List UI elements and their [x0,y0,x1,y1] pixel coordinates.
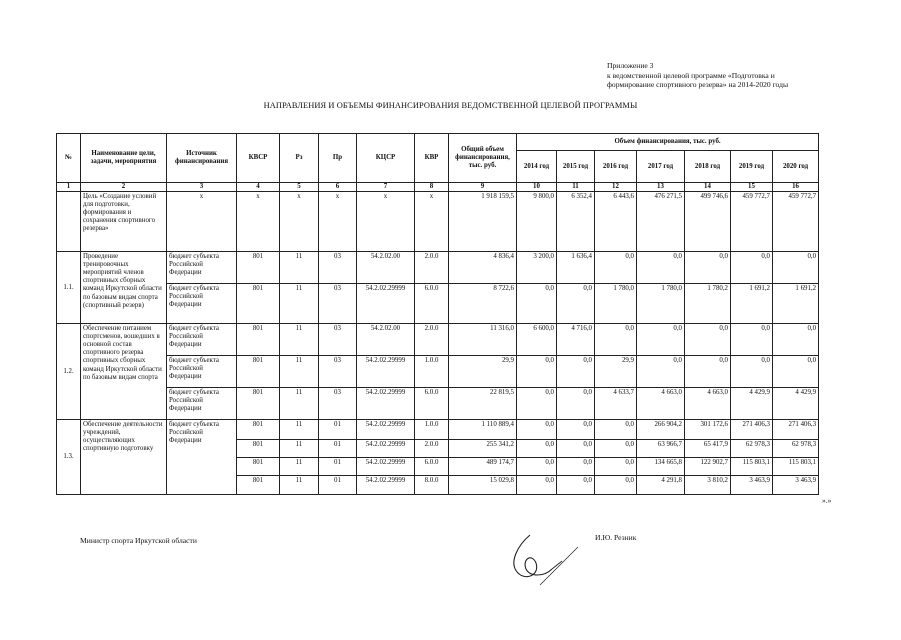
table-cell: 134 665,8 [637,458,685,476]
column-number: 8 [415,183,449,192]
table-cell: 8 722,6 [449,284,517,324]
table-cell: 54.2.02.29999 [357,356,415,388]
appendix-line: формирование спортивного резерва» на 2014-2020 годы [607,80,789,90]
table-cell: 0,0 [773,324,819,356]
table-cell: 0,0 [595,420,637,440]
table-cell: 9 800,0 [517,192,557,252]
table-cell: 1 780,2 [685,284,731,324]
column-number: 13 [637,183,685,192]
table-cell: 1 780,0 [637,284,685,324]
table-cell: 499 746,6 [685,192,731,252]
table-cell: 54.2.02.29999 [357,476,415,495]
table-cell: 01 [319,440,357,458]
column-number: 1 [57,183,81,192]
document-title: НАПРАВЛЕНИЯ И ОБЪЕМЫ ФИНАНСИРОВАНИЯ ВЕДОМСТВЕННОЙ ЦЕЛЕВОЙ ПРОГРАММЫ [263,101,638,110]
table-cell: 0,0 [557,458,595,476]
signer-name: И.Ю. Резник [595,533,637,542]
table-row [57,252,819,284]
table-cell: 801 [237,440,280,458]
table-cell: 03 [319,324,357,356]
column-number: 10 [517,183,557,192]
row-number: 1.1. [57,252,81,324]
table-cell: 4 716,0 [557,324,595,356]
table-cell: 4 429,9 [773,388,819,420]
signature-image [500,515,610,595]
table-cell: 03 [319,252,357,284]
column-number: 2 [81,183,167,192]
appendix-line: к ведомственной целевой программе «Подготовка и [607,70,775,80]
table-cell: 54.2.02.29999 [357,458,415,476]
table-cell: 3 463,9 [773,476,819,495]
table-cell: 03 [319,388,357,420]
table-cell: 2.0.0 [415,324,449,356]
table-cell: 301 172,6 [685,420,731,440]
activity-name: Обеспечение деятельности учреждений, осуществляющих спортивную подготовку [81,420,167,495]
goal-name: Цель «Создание условий для подготовки, формирования и сохранения спортивного резерва» [81,192,167,252]
table-cell: 03 [319,284,357,324]
table-cell: 11 [280,476,319,495]
table-cell: 0,0 [517,458,557,476]
table-cell: 54.2.02.00 [357,324,415,356]
table-cell: х [280,192,319,252]
table-cell: 11 [280,324,319,356]
table-cell: 11 [280,420,319,440]
table-cell: 0,0 [731,324,773,356]
table-cell: 4 663,0 [685,388,731,420]
table-cell: 801 [237,476,280,495]
header-year: 2018 год [685,151,731,183]
table-cell: бюджет субъекта Российской Федерации [167,420,237,495]
table-cell: 0,0 [595,440,637,458]
header-pr: Пр [319,134,357,183]
table-cell: 03 [319,356,357,388]
table-cell: бюджет субъекта Российской Федерации [167,324,237,356]
table-cell: 476 271,5 [637,192,685,252]
column-number: 12 [595,183,637,192]
table-cell: 1 780,0 [595,284,637,324]
table-cell: 459 772,7 [773,192,819,252]
table-cell: 0,0 [637,252,685,284]
table-cell: 801 [237,458,280,476]
table-cell: 3 463,9 [731,476,773,495]
table-cell: 3 200,0 [517,252,557,284]
table-cell: 11 [280,252,319,284]
table-cell: 0,0 [557,420,595,440]
table-cell: 115 803,1 [773,458,819,476]
header-volume: Объем финансирования, тыс. руб. [517,134,819,151]
table-cell: 0,0 [595,324,637,356]
header-year: 2014 год [517,151,557,183]
header-kvsr: КВСР [237,134,280,183]
table-cell: х [357,192,415,252]
table-cell: 62 978,3 [773,440,819,458]
closing-quote: ».» [822,496,832,505]
minister-title: Министр спорта Иркутской области [80,536,197,545]
table-cell: 1.0.0 [415,420,449,440]
table-row [57,388,819,420]
table-cell: 0,0 [557,388,595,420]
financing-table [56,133,819,495]
table-cell: 15 029,8 [449,476,517,495]
table-cell: 0,0 [517,388,557,420]
table-cell: 4 291,8 [637,476,685,495]
header-rz: Рз [280,134,319,183]
table-cell: 115 803,1 [731,458,773,476]
table-cell: 489 174,7 [449,458,517,476]
column-numbers-row [57,183,819,192]
table-row [57,324,819,356]
table-cell: 3 810,2 [685,476,731,495]
header-year: 2016 год [595,151,637,183]
table-cell: 8.0.0 [415,476,449,495]
table-cell: 801 [237,388,280,420]
column-number: 3 [167,183,237,192]
table-cell: 11 [280,388,319,420]
table-cell: х [415,192,449,252]
table-cell: 4 429,9 [731,388,773,420]
table-cell: 01 [319,420,357,440]
appendix-line: Приложение 3 [607,61,654,70]
column-number: 4 [237,183,280,192]
column-number: 6 [319,183,357,192]
table-cell: 29,9 [595,356,637,388]
table-row [57,356,819,388]
table-cell: 54.2.02.29999 [357,284,415,324]
table-cell: 0,0 [557,440,595,458]
table-cell: 1 691,2 [773,284,819,324]
table-cell: 54.2.02.29999 [357,420,415,440]
table-cell: 0,0 [595,252,637,284]
table-cell: 0,0 [557,476,595,495]
table-row [57,420,819,440]
table-cell: 0,0 [685,356,731,388]
table-cell: 65 417,9 [685,440,731,458]
table-cell: бюджет субъекта Российской Федерации [167,252,237,284]
table-cell: 459 772,7 [731,192,773,252]
table-cell: 0,0 [517,420,557,440]
header-year: 2019 год [731,151,773,183]
table-cell: 266 904,2 [637,420,685,440]
table-cell: 1 636,4 [557,252,595,284]
table-cell: 0,0 [595,458,637,476]
appendix-note [607,61,788,90]
column-number: 9 [449,183,517,192]
table-cell: 1.0.0 [415,356,449,388]
table-cell: х [237,192,280,252]
table-cell: 271 406,3 [773,420,819,440]
activity-name: Проведение тренировочных мероприятий членов спортивных сборных команд Иркутской области по базовым видам спорта (спортивный резерв) [81,252,167,324]
table-cell: 01 [319,458,357,476]
table-cell: 0,0 [685,252,731,284]
table-cell: 11 [280,284,319,324]
column-number: 7 [357,183,415,192]
table-cell: х [167,192,237,252]
column-number: 15 [731,183,773,192]
table-cell: 801 [237,420,280,440]
table-cell: 6 600,0 [517,324,557,356]
table-cell: 122 902,7 [685,458,731,476]
header-source: Источник финансирования [167,134,237,183]
table-cell: 62 978,3 [731,440,773,458]
header-row [57,134,819,151]
table-cell: 01 [319,476,357,495]
table-cell: 0,0 [731,252,773,284]
table-cell: 801 [237,284,280,324]
table-cell: 0,0 [595,476,637,495]
table-cell: 1 691,2 [731,284,773,324]
table-cell: 0,0 [517,476,557,495]
header-total: Общий объем финансирования, тыс. руб. [449,134,517,183]
table-cell: 6.0.0 [415,458,449,476]
table-cell: бюджет субъекта Российской Федерации [167,284,237,324]
table-cell: 0,0 [731,356,773,388]
column-number: 16 [773,183,819,192]
table-cell: 0,0 [557,356,595,388]
table-cell: 1 918 159,5 [449,192,517,252]
table-cell: 11 [280,440,319,458]
table-cell: 0,0 [685,324,731,356]
goal-row [57,192,819,252]
table-cell: 801 [237,252,280,284]
table-cell: 11 [280,458,319,476]
table-cell: 54.2.02.29999 [357,440,415,458]
table-cell: 11 316,0 [449,324,517,356]
table-cell: 255 341,2 [449,440,517,458]
table-cell: 0,0 [517,284,557,324]
table-cell: 0,0 [557,284,595,324]
table-cell: 1 110 889,4 [449,420,517,440]
table-cell [57,192,81,252]
table-cell: бюджет субъекта Российской Федерации [167,356,237,388]
header-no: № [57,134,81,183]
table-cell: 54.2.02.29999 [357,388,415,420]
table-cell: 271 406,3 [731,420,773,440]
table-cell: 801 [237,356,280,388]
table-cell: 0,0 [517,440,557,458]
header-name: Наименование цели, задачи, мероприятия [81,134,167,183]
table-cell: 54.2.02.00 [357,252,415,284]
table-cell: 6.0.0 [415,284,449,324]
table-cell: 2.0.0 [415,252,449,284]
header-year: 2020 год [773,151,819,183]
table-cell: 6 443,6 [595,192,637,252]
table-cell: 801 [237,324,280,356]
row-number: 1.3. [57,420,81,495]
column-number: 11 [557,183,595,192]
table-cell: 4 663,0 [637,388,685,420]
table-cell: 0,0 [637,324,685,356]
table-cell: 11 [280,356,319,388]
table-cell: 0,0 [773,252,819,284]
header-year: 2017 год [637,151,685,183]
header-kvr: КВР [415,134,449,183]
column-number: 14 [685,183,731,192]
table-cell: 29,9 [449,356,517,388]
column-number: 5 [280,183,319,192]
table-cell: 22 819,5 [449,388,517,420]
header-kcsr: КЦСР [357,134,415,183]
table-cell: х [319,192,357,252]
table-cell: 63 966,7 [637,440,685,458]
table-row [57,284,819,324]
table-cell: 0,0 [773,356,819,388]
table-cell: 4 633,7 [595,388,637,420]
table-cell: бюджет субъекта Российской Федерации [167,388,237,420]
table-cell: 2.0.0 [415,440,449,458]
table-cell: 0,0 [637,356,685,388]
table-cell: 0,0 [517,356,557,388]
table-cell: 6 352,4 [557,192,595,252]
header-year: 2015 год [557,151,595,183]
table-cell: 6.0.0 [415,388,449,420]
activity-name: Обеспечение питанием спортсменов, вошедших в основной состав спортивного резерва спортивных сборных команд Иркутской области по базовым видам спорта [81,324,167,420]
table-cell: 4 836,4 [449,252,517,284]
row-number: 1.2. [57,324,81,420]
